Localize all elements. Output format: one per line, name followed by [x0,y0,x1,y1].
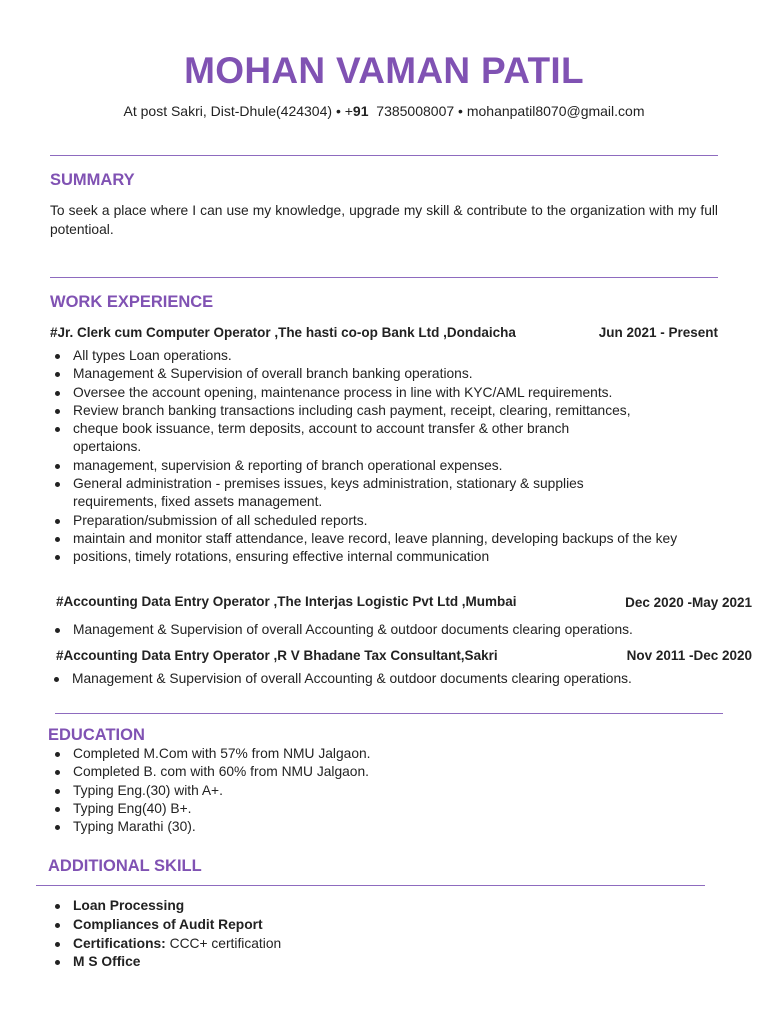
job-dates: Dec 2020 -May 2021 [625,595,752,610]
list-item [50,935,710,954]
list-item: Management & Supervision of overall Accounting & outdoor documents clearing operations. [49,670,749,688]
phone-number: 7385008007 [376,103,455,119]
divider [36,885,705,886]
list-item: cheque book issuance, term deposits, account to account transfer & other branch opertaions. [50,420,633,457]
divider [50,277,718,278]
list-item [50,953,710,972]
additional-skill-heading: ADDITIONAL SKILL [48,857,202,875]
skills-list [50,897,710,972]
email: mohanpatil8070@gmail.com [466,103,645,119]
divider [55,713,723,714]
list-item: Management & Supervision of overall branch banking operations. [50,365,710,383]
list-item [50,916,710,935]
list-item: Typing Eng(40) B+. [50,800,710,818]
list-item: positions, timely rotations, ensuring effective internal communication [50,548,710,566]
separator: • [458,103,463,119]
job-dates: Jun 2021 - Present [598,325,718,340]
phone-plus: + [344,103,353,119]
divider [50,155,718,156]
education-heading: EDUCATION [48,726,145,744]
list-item: All types Loan operations. [50,347,710,365]
skill-name: Loan Processing [73,898,185,913]
phone-country-code: 91 [352,103,369,119]
job-title: #Accounting Data Entry Operator ,R V Bhadane Tax Consultant,Sakri [56,648,498,663]
list-item: management, supervision & reporting of branch operational expenses. [50,457,710,475]
work-experience-heading: WORK EXPERIENCE [50,293,214,311]
list-item [50,897,710,916]
list-item: Review branch banking transactions including cash payment, receipt, clearing, remittances, [50,402,710,420]
candidate-name: MOHAN VAMAN PATIL [184,50,584,91]
list-item: Typing Eng.(30) with A+. [50,782,710,800]
list-item: Completed M.Com with 57% from NMU Jalgaon. [50,745,710,763]
separator: • [335,103,341,119]
list-item: Oversee the account opening, maintenance process in line with KYC/AML requirements. [50,384,710,402]
list-item: maintain and monitor staff attendance, leave record, leave planning, developing backups of the key [50,530,713,548]
job-title: #Jr. Clerk cum Computer Operator ,The hasti co-op Bank Ltd ,Dondaicha [50,325,516,340]
skill-name: M S Office [73,954,141,970]
list-item: Preparation/submission of all scheduled reports. [50,512,710,530]
job-bullets [50,621,750,639]
summary-text: To seek a place where I can use my knowledge, upgrade my skill & contribute to the organization with my full potentioal. [50,203,718,237]
job-bullets [49,670,749,688]
list-item: Typing Marathi (30). [50,818,710,836]
job-dates: Nov 2011 -Dec 2020 [626,648,752,663]
list-item: Management & Supervision of overall Accounting & outdoor documents clearing operations. [50,621,750,639]
job-title: #Accounting Data Entry Operator ,The Interjas Logistic Pvt Ltd ,Mumbai [56,594,517,609]
skill-detail: CCC+ certification [165,935,282,951]
job-bullets [50,347,710,567]
contact-line [0,103,768,119]
skill-name: Certifications: [73,935,166,951]
skill-name: Compliances of Audit Report [73,916,263,932]
summary-heading: SUMMARY [50,171,135,189]
education-list [50,745,710,836]
address: At post Sakri, Dist-Dhule(424304) [123,103,333,119]
list-item: General administration - premises issues, keys administration, stationary & supplies requirements, fixed assets management. [50,475,633,512]
list-item: Completed B. com with 60% from NMU Jalgaon. [50,763,710,781]
